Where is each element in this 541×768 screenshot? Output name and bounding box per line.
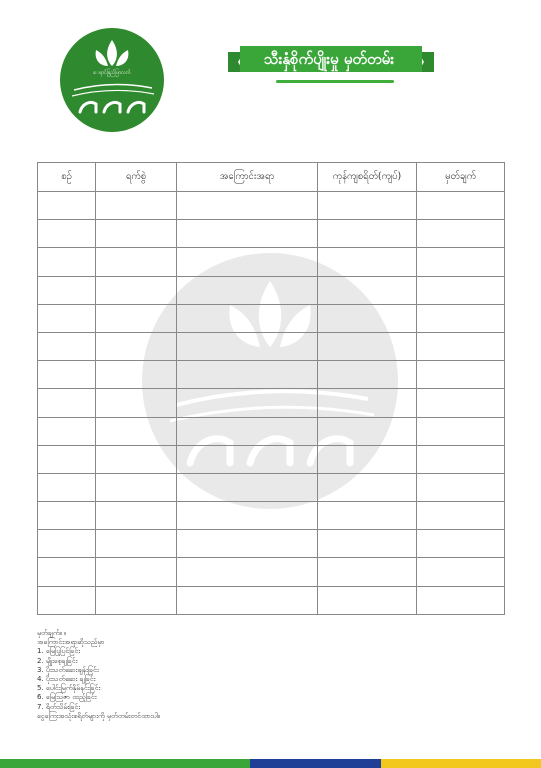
table-cell[interactable]	[318, 332, 417, 360]
table-cell[interactable]	[177, 304, 318, 332]
logo	[60, 28, 164, 132]
table-row	[38, 361, 505, 389]
table-cell[interactable]	[177, 558, 318, 586]
table-row	[38, 304, 505, 332]
table-cell[interactable]	[318, 558, 417, 586]
table-cell[interactable]	[417, 502, 505, 530]
table-cell[interactable]	[38, 417, 96, 445]
table-cell[interactable]	[318, 445, 417, 473]
table-cell[interactable]	[177, 276, 318, 304]
table-row	[38, 473, 505, 501]
table-cell[interactable]	[177, 248, 318, 276]
table-cell[interactable]	[417, 361, 505, 389]
list-item: 2. မျိုးစေ့ချခြင်း	[37, 656, 78, 665]
table-cell[interactable]	[318, 502, 417, 530]
table-cell[interactable]	[417, 473, 505, 501]
list-item: 3. ပိုးသတ်ဆေးဖျန်းခြင်း	[37, 665, 99, 674]
table-row	[38, 276, 505, 304]
column-header-date: ရက်စွဲ	[96, 163, 177, 192]
table-cell[interactable]	[38, 445, 96, 473]
table-cell[interactable]	[96, 502, 177, 530]
table-cell[interactable]	[177, 389, 318, 417]
table-cell[interactable]	[96, 530, 177, 558]
table-cell[interactable]	[177, 192, 318, 220]
notes-subheading: အကြောင်းအရာဆိုသည်မှာ	[37, 638, 105, 647]
table-row	[38, 248, 505, 276]
table-cell[interactable]	[38, 276, 96, 304]
table-cell[interactable]	[318, 473, 417, 501]
table-cell[interactable]	[96, 389, 177, 417]
table-cell[interactable]	[318, 417, 417, 445]
table-cell[interactable]	[96, 473, 177, 501]
table-cell[interactable]	[417, 304, 505, 332]
table-row	[38, 332, 505, 360]
table-cell[interactable]	[96, 332, 177, 360]
notes-section	[37, 629, 397, 721]
table-row	[38, 417, 505, 445]
table-cell[interactable]	[38, 248, 96, 276]
table-cell[interactable]	[177, 220, 318, 248]
table-row	[38, 389, 505, 417]
table-row	[38, 192, 505, 220]
table-cell[interactable]	[38, 192, 96, 220]
table-cell[interactable]	[38, 586, 96, 614]
table-cell[interactable]	[417, 558, 505, 586]
list-item: 7. ရိတ်သိမ်းခြင်း	[37, 702, 81, 711]
column-header-remarks: မှတ်ချက်	[417, 163, 505, 192]
table-cell[interactable]	[417, 192, 505, 220]
record-table	[37, 162, 505, 615]
table-cell[interactable]	[318, 276, 417, 304]
table-cell[interactable]	[96, 417, 177, 445]
notes-label: မှတ်ချက်။ ။	[37, 629, 67, 637]
table-cell[interactable]	[417, 276, 505, 304]
table-cell[interactable]	[38, 304, 96, 332]
table-cell[interactable]	[96, 304, 177, 332]
footer-stripe-green	[0, 759, 250, 768]
column-header-cost: ကုန်ကျစရိတ်(ကျပ်)	[318, 163, 417, 192]
table-row	[38, 530, 505, 558]
table-cell[interactable]	[318, 304, 417, 332]
column-header-no: စဉ်	[38, 163, 96, 192]
footer-stripe-blue	[250, 759, 381, 768]
table-cell[interactable]	[96, 192, 177, 220]
list-item: 6. မြေသြဇာ ထည့်ခြင်း	[37, 693, 97, 702]
table-cell[interactable]	[177, 586, 318, 614]
table-cell[interactable]	[318, 361, 417, 389]
table-cell[interactable]	[38, 389, 96, 417]
table-cell[interactable]	[318, 389, 417, 417]
table-cell[interactable]	[177, 361, 318, 389]
table-row	[38, 445, 505, 473]
table-cell[interactable]	[417, 220, 505, 248]
table-cell[interactable]	[96, 558, 177, 586]
list-item: 1. မြေပြုပြင်ခြင်း	[37, 647, 81, 656]
table-cell[interactable]	[177, 530, 318, 558]
table-cell[interactable]	[318, 192, 417, 220]
table-cell[interactable]	[417, 332, 505, 360]
notes-footer: ငွေကြေးအသုံးစရိတ်များကို မှတ်တမ်းတင်ထားပါ။	[37, 711, 160, 720]
table-cell[interactable]	[177, 445, 318, 473]
table-cell[interactable]	[417, 248, 505, 276]
table-cell[interactable]	[417, 586, 505, 614]
table-cell[interactable]	[38, 502, 96, 530]
table-cell[interactable]	[96, 586, 177, 614]
table-row	[38, 586, 505, 614]
table-cell[interactable]	[318, 530, 417, 558]
table-header-row	[38, 163, 505, 192]
table-cell[interactable]	[318, 248, 417, 276]
footer-stripe-yellow	[381, 759, 541, 768]
table-cell[interactable]	[38, 332, 96, 360]
table-cell[interactable]	[417, 530, 505, 558]
page-title: သီးနှံစိုက်ပျိုးမှု မှတ်တမ်း	[263, 50, 394, 68]
table-cell[interactable]	[318, 586, 417, 614]
table-cell[interactable]	[177, 417, 318, 445]
table-cell[interactable]	[96, 220, 177, 248]
table-cell[interactable]	[38, 220, 96, 248]
table-row	[38, 558, 505, 586]
table-cell[interactable]	[96, 248, 177, 276]
table-cell[interactable]	[177, 332, 318, 360]
table-cell[interactable]	[96, 361, 177, 389]
list-item: 4. ပိုးသတ်ဆေး ချခြင်း	[37, 675, 96, 684]
table-cell[interactable]	[38, 558, 96, 586]
logo-text: ေရာင်ခြည်ဖြာလက်	[93, 70, 131, 76]
table-cell[interactable]	[177, 473, 318, 501]
table-cell[interactable]	[417, 389, 505, 417]
table-cell[interactable]	[177, 502, 318, 530]
table-cell[interactable]	[38, 361, 96, 389]
table-cell[interactable]	[96, 276, 177, 304]
table-cell[interactable]	[417, 417, 505, 445]
list-item: 5. ပေါင်းမြက်နှိမ်နင်းခြင်း	[37, 684, 101, 693]
table-cell[interactable]	[38, 473, 96, 501]
title-underline	[276, 80, 394, 83]
table-cell[interactable]	[318, 220, 417, 248]
table-cell[interactable]	[417, 445, 505, 473]
table-cell[interactable]	[38, 530, 96, 558]
column-header-description: အကြောင်းအရာ	[177, 163, 318, 192]
table-row	[38, 220, 505, 248]
table-row	[38, 502, 505, 530]
table-cell[interactable]	[96, 445, 177, 473]
